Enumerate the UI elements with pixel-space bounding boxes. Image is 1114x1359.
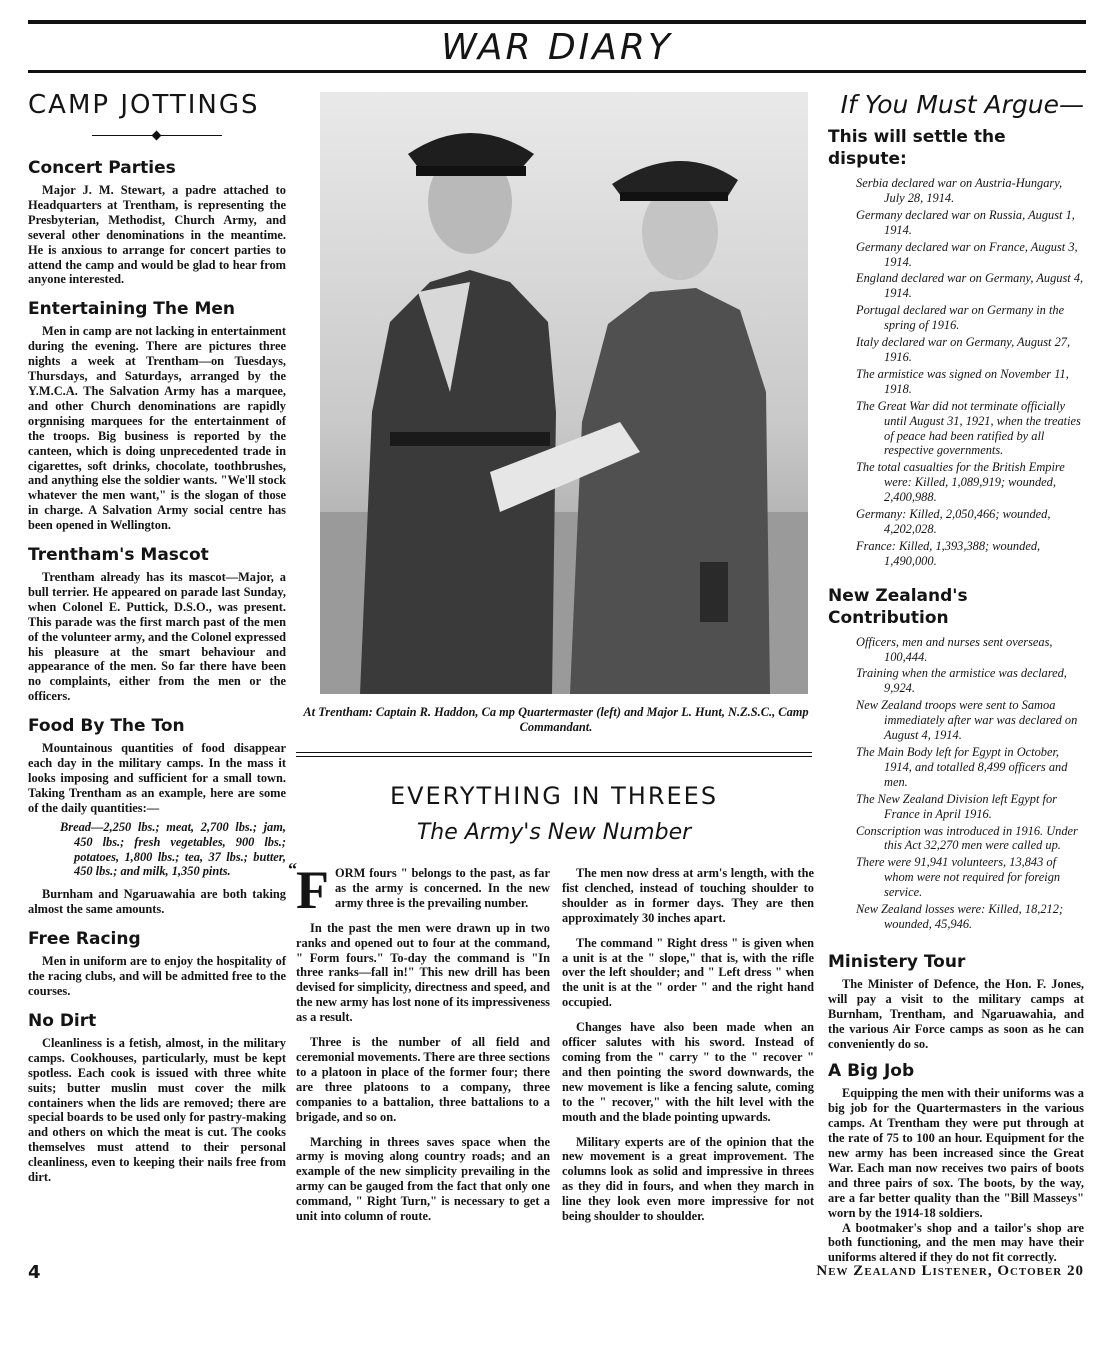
section-heading: Food By The Ton [28,716,185,737]
nz-fact-item: New Zealand losses were: Killed, 18,212; wounded, 45,946. [856,902,1064,931]
nz-fact-item: Officers, men and nurses sent overseas, 100,444. [856,634,1053,664]
nz-facts-list [828,635,1084,932]
article-subtitle: The Army's New Number [416,820,692,845]
officers-photograph [320,92,808,694]
section-concert-parties [28,158,286,287]
big-job-paragraph: Equipping the men with their uniforms was a big job for the Quartermasters in the various camps. At Trentham they were put through at the rate of 75 to 100 an hour. Equipment for the new army has been increased since the Great War. Each man now receives two pairs of boots and three pairs of sox. The boots, by the way, are a far better quality than the "Bill Masseys" worn by the 1914-18 soldiers. [828,1086,1084,1220]
fact-item: Portugal declared war on Germany in the spring of 1916. [856,303,1065,333]
top-rule [28,20,1086,24]
drop-cap: F [296,860,329,920]
section-no-dirt [28,1011,286,1185]
masthead-title: WAR DIARY [441,27,673,68]
section-paragraph: Cleanliness is a fetish, almost, in the military camps. Cookhouses, particularly, must be kept spotless. Each cook is issued with three white suits; butter muslin must cover the milk containers when the lids are removed; there are special boards to be used only for pastry-making and others on which the meat is cut. The cooks themselves must attend to their personal cleanliness, even to keeping their nails free from dirt. [28,1035,286,1185]
section-divider-rule [296,752,812,753]
section-paragraph: Major J. M. Stewart, a padre attached to Headquarters at Trentham, is representing the Presbyterian, Methodist, Church Army, and several other denominations in the meantime. He is anxious to arrange for concert parties to attend the camp and would be glad to hear from anyone interested. [28,183,286,287]
section-heading: Free Racing [28,929,141,950]
section-heading: No Dirt [28,1010,97,1031]
photo-caption: At Trentham: Captain R. Haddon, Ca mp Quartermaster (left) and Major L. Hunt, N.Z.S.C., Camp Commandant. [303,705,809,734]
section-paragraph: Trentham already has its mascot—Major, a bull terrier. He appeared on parade last Sunday, when Colonel E. Puttick, D.S.O., was present. This parade was the first march past of the men of the volunteer army, and the Colonel expressed his pleasure at the smart behaviour and appearance of the men. So far there have been no complaints, either from the men or the officers. [28,570,286,704]
fact-item: England declared war on Germany, August 4, 1914. [856,271,1084,301]
section-heading: Trentham's Mascot [28,545,209,566]
fact-item: Serbia declared war on Austria-Hungary, July 28, 1914. [856,176,1063,205]
fact-item: The total casualties for the British Empire were: Killed, 1,089,919; wounded, 2,400,988. [856,460,1065,505]
camp-jottings-title: CAMP JOTTINGS [28,90,260,120]
big-job-paragraph: A bootmaker's shop and a tailor's shop are both functioning, and the men may have their uniforms altered if they do not fit correctly. [828,1220,1084,1265]
fact-item: Germany declared war on Russia, August 1, 1914. [856,207,1075,237]
nz-fact-item: The Main Body left for Egypt in October, 1914, and totalled 8,499 officers and men. [856,745,1068,789]
page-number: 4 [28,1262,41,1283]
article-title: EVERYTHING IN THREES [389,782,719,810]
section-heading: Entertaining The Men [28,299,235,320]
article-paragraph: Changes have also been made when an officer salutes with his sword. Instead of coming from the " carry " to the " recover " and then pointing the sword downwards, the new movement is like a fencing salute, coming to the " recover," with the hilt level with the mouth and the blade pointing upwards. [562,1020,814,1124]
fact-item: The armistice was signed on November 11, 1918. [856,366,1069,396]
big-job-heading: A Big Job [828,1061,915,1082]
section-mascot [28,545,286,704]
section-divider-rule [296,756,812,757]
nz-fact-item: There were 91,941 volunteers, 13,843 of whom were not required for foreign service. [856,855,1061,900]
article-paragraph: The command " Right dress " is given when a unit is at the " slope," that is, with the rifle over the left shoulder; and " Left dress " when the unit is at the " order " and the right hand occupied. [562,935,814,1010]
section-heading: Concert Parties [28,158,176,178]
nz-fact-item: New Zealand troops were sent to Samoa immediately after war was declared on August 4, 1914. [856,698,1078,743]
article-paragraph: Marching in threes saves space when the army is moving along country roads; and an example of the new simplicity prevailing in the army can be gauged from the fact that only one command, " Right Turn," is necessary to get a unit into column of route. [296,1134,550,1224]
argue-subtitle: This will settle the dispute: [828,127,1006,169]
war-facts-list [828,176,1084,569]
lead-text: ORM fours " belongs to the past, as far as the army is concerned. In the new army three is the prevailing number. [335,866,550,910]
nz-fact-item: Conscription was introduced in 1916. Under this Act 32,270 men were called up. [856,823,1078,853]
if-you-must-argue-column [828,88,1084,1265]
article-paragraph: The men now dress at arm's length, with the fist clenched, instead of touching shoulder to shoulder as in former days. They are then approximately 30 inches apart. [562,866,814,925]
section-entertaining [28,299,286,533]
section-paragraph: Men in uniform are to enjoy the hospitality of the racing clubs, and will be admitted free to the courses. [28,954,286,998]
section-paragraph: Burnham and Ngaruawahia are both taking almost the same amounts. [28,887,286,917]
article-column-2 [562,866,814,1234]
fact-item: Germany: Killed, 2,050,466; wounded, 4,202,028. [856,507,1051,536]
section-paragraph: Mountainous quantities of food disappear each day in the military camps. In the mass it looks imposing and sufficient for a small town. Taking Trentham as an example, here are some of the daily quantities:— [28,741,286,815]
publication-footer: New Zealand Listener, October 20 [816,1263,1084,1279]
nz-fact-item: Training when the armistice was declared, 9,924. [856,666,1067,696]
article-paragraph: In the past the men were drawn up in two ranks and opened out to four at the command, " Form fours." To-day the command is "In three ranks—fall in!" This new drill has been devised for simplicity, directness and speed, and the new army has lost none of its impressiveness as a result. [296,920,550,1025]
article-paragraph: Military experts are of the opinion that the new movement is a great improvement. The columns look as solid and impressive in threes as they did in fours, and when they march in line they look even more impressive for not being shoulder to shoulder. [562,1134,814,1224]
ministry-tour-text: The Minister of Defence, the Hon. F. Jones, will pay a visit to the military camps at Burnham, Trentham, and Ngaruawahia, and the various Air Force camps as soon as he can conveniently do so. [828,976,1084,1051]
article-lead-paragraph [288,859,550,920]
ornament-divider [92,130,222,140]
section-free-racing [28,929,286,999]
fact-item: The Great War did not terminate officially until August 31, 1921, when the treaties of peace had been ratified by all respective governments. [856,398,1081,458]
ration-list: Bread—2,250 lbs.; meat, 2,700 lbs.; jam, 450 lbs.; fresh vegetables, 900 lbs.; potatoes, 1,800 lbs.; tea, 37 lbs.; butter, 450 lbs.; and milk, 1,350 pints. [60,819,286,879]
nz-contribution-heading: New Zealand's Contribution [828,585,968,628]
fact-item: Germany declared war on France, August 3, 1914. [856,239,1078,269]
argue-title: If You Must Argue— [840,90,1084,119]
photo-illustration [320,92,808,694]
ministry-tour-heading: Ministery Tour [828,951,966,972]
article-column-1 [288,859,550,1234]
section-paragraph: Men in camp are not lacking in entertainment during the evening. There are pictures three nights a week at Trentham—on Tuesdays, Thursdays, and Saturdays, arranged by the Y.M.C.A. The Salvation Army has a marquee, and other Church denominations are rapidly orgnnising marquees for the entertainment of the troops. Big business is reported by the canteen, which is doing unprecedented trade in cigarettes, soft drinks, chocolate, toothbrushes, and anything else the soldier wants. "We'll stock whatever the men want," is the slogan of those in charge. A Salvation Army social centre has been opened in Wellington. [28,324,286,533]
nz-fact-item: The New Zealand Division left Egypt for France in April 1916. [856,791,1057,821]
masthead-rule [28,70,1086,73]
article-paragraph: Three is the number of all field and ceremonial movements. There are three sections to a platoon in place of the former four; there are three platoons to a company, three companies to a battalion, three battalions to a brigade, and so on. [296,1035,550,1124]
fact-item: France: Killed, 1,393,388; wounded, 1,490,000. [856,538,1041,568]
open-quote-mark: “ [288,859,297,879]
section-food [28,716,286,917]
fact-item: Italy declared war on Germany, August 27, 1916. [856,335,1071,364]
camp-jottings-column [28,88,286,1197]
